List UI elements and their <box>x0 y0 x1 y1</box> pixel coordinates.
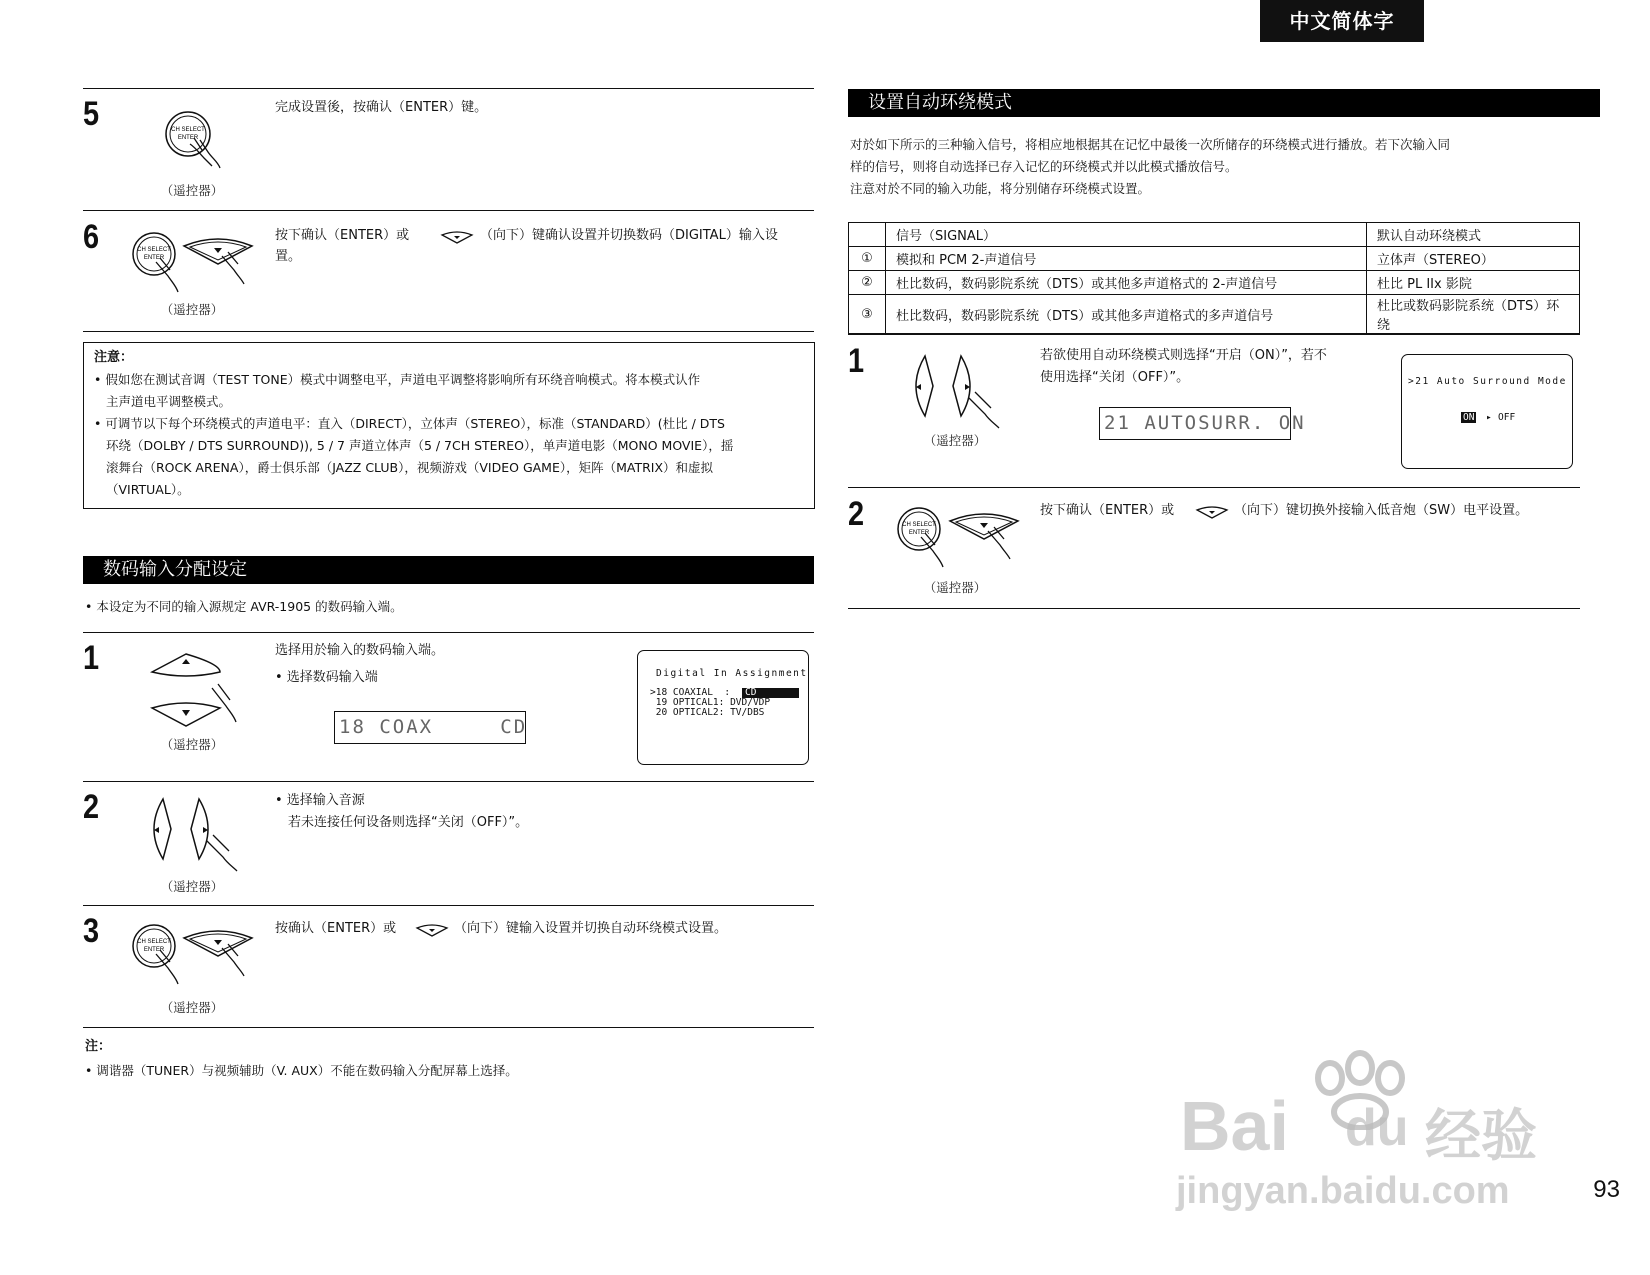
section-title: 数码输入分配设定 <box>83 556 814 584</box>
d-step2-text: 若未连接任何设备则选择“关闭（OFF）”。 <box>288 815 529 830</box>
auto-intro: 样的信号，则将自动选择已存入记忆的环绕模式并以此模式播放信号。 <box>850 159 1238 174</box>
table-header-row <box>849 223 1580 247</box>
auto-intro: 对於如下所示的三种输入信号，将相应地根据其在记忆中最後一次所储存的环绕模式进行播放。若下次输入同 <box>850 137 1451 152</box>
svg-text:ENTER: ENTER <box>143 255 165 261</box>
enter-button-icon <box>128 230 188 294</box>
osd-row: 20 OPTICAL2: TV/DBS <box>650 707 765 718</box>
down-button-icon <box>948 511 1024 561</box>
step-number: 1 <box>83 639 100 677</box>
divider <box>83 905 814 906</box>
table-row <box>849 247 1580 271</box>
lcd-display: 18 COAX CD <box>334 711 526 744</box>
enter-button-icon <box>893 505 953 569</box>
osd-row: >18 COAXIAL : <box>650 687 731 698</box>
table-cell: ① <box>849 247 886 271</box>
step-number: 1 <box>848 342 865 380</box>
remote-btn-text: CH SELECT <box>171 127 205 133</box>
a-step2-text-b: （向下）键切换外接输入低音炮（SW）电平设置。 <box>1234 503 1529 518</box>
remote-label: （遥控器） <box>923 433 987 448</box>
remote-label: （遥控器） <box>160 183 224 198</box>
down-key-icon <box>415 924 449 938</box>
d-step2-bullet: • 选择输入音源 <box>275 793 365 808</box>
svg-text:CH SELECT: CH SELECT <box>137 939 171 945</box>
d-step1-text: 选择用於输入的数码输入端。 <box>275 643 445 658</box>
osd-arrow-icon: ▸ <box>1486 412 1492 423</box>
divider <box>83 210 814 211</box>
table-cell: 杜比数码，数码影院系统（DTS）或其他多声道格式的 2-声道信号 <box>886 271 1367 295</box>
osd-screen <box>637 650 809 765</box>
table-cell: ③ <box>849 295 886 334</box>
osd-title: Digital In Assignment <box>656 668 808 679</box>
down-button-icon <box>182 928 258 978</box>
table-cell: 杜比 PL IIx 影院 <box>1367 271 1580 295</box>
notice-line: （VIRTUAL）。 <box>106 482 190 497</box>
notice-line: 滚舞台（ROCK ARENA），爵士俱乐部（JAZZ CLUB），视频游戏（VIDEO GAME），矩阵（MATRIX）和虚拟 <box>106 460 714 475</box>
svg-text:ENTER: ENTER <box>908 530 930 536</box>
divider <box>83 331 814 332</box>
svg-text:ENTER: ENTER <box>177 135 199 141</box>
svg-text:ENTER: ENTER <box>143 947 165 953</box>
step-number: 5 <box>83 95 100 133</box>
remote-label: （遥控器） <box>160 1000 224 1015</box>
remote-label: （遥控器） <box>923 580 987 595</box>
page-number: 93 <box>1593 1176 1620 1203</box>
osd-screen <box>1401 354 1573 469</box>
table-header: 默认自动环绕模式 <box>1367 223 1580 247</box>
a-step1-text: 若欲使用自动环绕模式则选择“开启（ON）”，若不 <box>1040 348 1327 363</box>
watermark-cn: 经验 <box>1425 1104 1537 1167</box>
d-step3-text-b: （向下）键输入设置并切换自动环绕模式设置。 <box>454 921 728 936</box>
down-key-icon <box>1195 506 1229 520</box>
step-number: 3 <box>83 912 100 950</box>
watermark-url: jingyan.baidu.com <box>1176 1170 1510 1212</box>
osd-title: >21 Auto Surround Mode <box>1408 376 1567 387</box>
osd-off-option: OFF <box>1498 412 1516 423</box>
osd-selected-value: CD <box>742 688 799 698</box>
step-number: 6 <box>83 218 100 256</box>
step5-text: 完成设置後，按确认（ENTER）键。 <box>275 100 488 115</box>
left-right-buttons-icon <box>143 795 243 873</box>
svg-text:CH SELECT: CH SELECT <box>137 247 171 253</box>
table-header: 信号（SIGNAL） <box>886 223 1367 247</box>
d-step3-text-a: 按确认（ENTER）或 <box>275 921 397 936</box>
watermark-brand: du <box>1345 1099 1409 1157</box>
table-row <box>849 295 1580 334</box>
osd-on-option: ON <box>1463 412 1475 423</box>
down-key-icon <box>440 231 474 245</box>
watermark-brand: Bai <box>1180 1087 1289 1165</box>
table-cell: ② <box>849 271 886 295</box>
a-step1-text: 使用选择“关闭（OFF）”。 <box>1040 370 1190 385</box>
signal-table <box>848 222 1580 334</box>
remote-label: （遥控器） <box>160 879 224 894</box>
section-title: 设置自动环绕模式 <box>848 89 1600 117</box>
notice-line: 环绕（DOLBY / DTS SURROUND)), 5 / 7 声道立体声（5 / 7CH STEREO），单声道电影（MONO MOVIE），摇 <box>106 438 734 453</box>
d-step1-bullet: • 选择数码输入端 <box>275 670 378 685</box>
table-row <box>849 271 1580 295</box>
left-right-buttons-icon <box>905 352 1005 430</box>
note-title: 注： <box>85 1039 112 1054</box>
step-number: 2 <box>83 788 100 826</box>
osd-row: 19 OPTICAL1: DVD/VDP <box>650 697 771 708</box>
step6-text-c: 置。 <box>275 249 302 264</box>
down-button-icon <box>182 236 258 286</box>
notice-title: 注意： <box>94 350 134 365</box>
step6-text-a: 按下确认（ENTER）或 <box>275 228 410 243</box>
enter-button-icon <box>160 108 230 172</box>
up-down-buttons-icon <box>150 650 240 730</box>
notice-line: 主声道电平调整模式。 <box>106 394 232 409</box>
divider <box>83 88 814 89</box>
divider <box>83 781 814 782</box>
remote-label: （遥控器） <box>160 302 224 317</box>
divider <box>848 608 1580 609</box>
divider <box>83 1027 814 1028</box>
step6-text-b: （向下）键确认设置并切换数码（DIGITAL）输入设 <box>480 228 778 243</box>
divider <box>83 632 814 633</box>
section-intro: • 本设定为不同的输入源规定 AVR-1905 的数码输入端。 <box>85 599 403 614</box>
enter-button-icon <box>128 922 188 986</box>
remote-label: （遥控器） <box>160 737 224 752</box>
table-cell: 杜比数码，数码影院系统（DTS）或其他多声道格式的多声道信号 <box>886 295 1367 334</box>
a-step2-text-a: 按下确认（ENTER）或 <box>1040 503 1175 518</box>
note-text: • 调谐器（TUNER）与视频辅助（V. AUX）不能在数码输入分配屏幕上选择。 <box>85 1063 518 1078</box>
step-number: 2 <box>848 495 865 533</box>
divider <box>848 487 1580 488</box>
table-cell: 模拟和 PCM 2-声道信号 <box>886 247 1367 271</box>
table-cell <box>849 223 886 247</box>
table-cell: 杜比或数码影院系统（DTS）环绕 <box>1367 295 1580 334</box>
language-tab: 中文简体字 <box>1260 0 1424 42</box>
divider <box>848 334 1580 335</box>
table-cell: 立体声（STEREO） <box>1367 247 1580 271</box>
lcd-display: 21 AUTOSURR. ON <box>1099 407 1291 440</box>
notice-line: • 可调节以下每个环绕模式的声道电平：直入（DIRECT），立体声（STEREO），标准（STANDARD）(杜比 / DTS <box>94 416 725 431</box>
svg-text:CH SELECT: CH SELECT <box>902 522 936 528</box>
notice-box <box>83 342 815 509</box>
notice-line: • 假如您在测试音调（TEST TONE）模式中调整电平，声道电平调整将影响所有环绕音响模式。将本模式认作 <box>94 372 701 387</box>
auto-intro: 注意对於不同的输入功能，将分别储存环绕模式设置。 <box>850 181 1151 196</box>
